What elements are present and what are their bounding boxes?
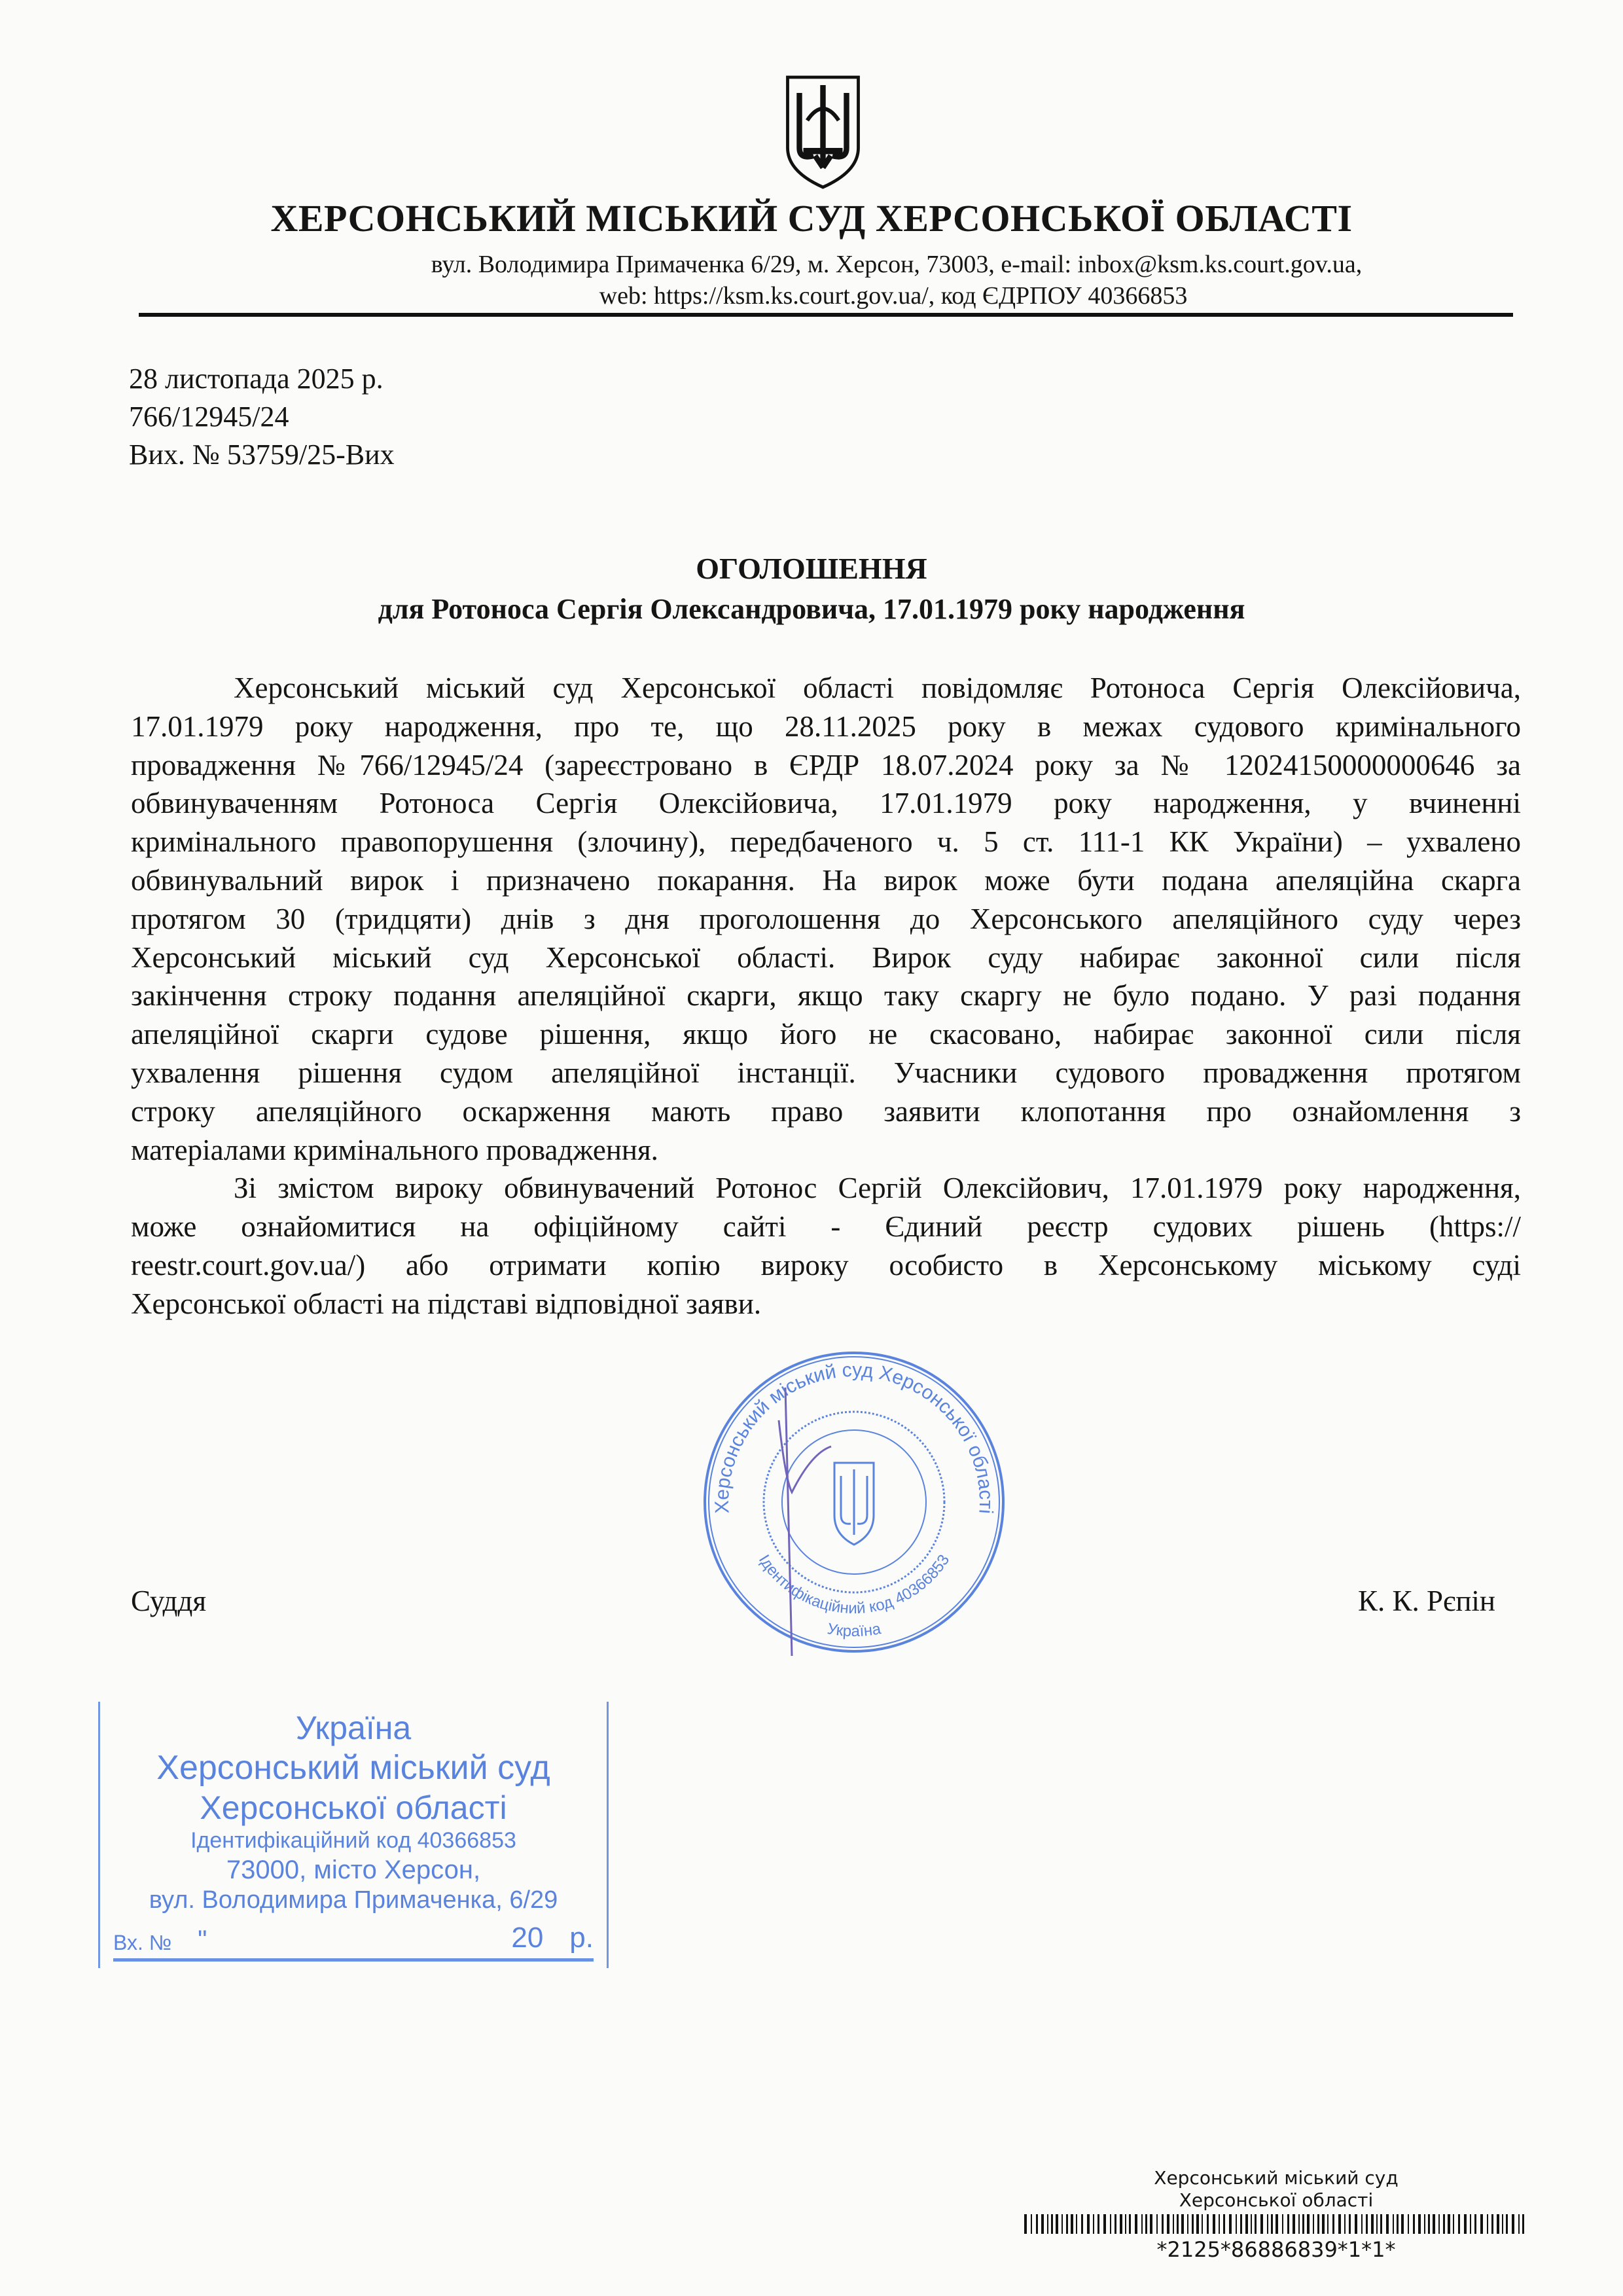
barcode-bar: [1438, 2214, 1440, 2234]
paragraph-line: кримінального правопорушення (злочину), передбаченого ч. 5 ст. 111-1 КК України) – ухвалено: [131, 825, 1521, 859]
stamp-year-suffix: р.: [569, 1921, 594, 1954]
barcode-bar: [1453, 2214, 1454, 2234]
notice-heading: ОГОЛОШЕННЯ: [696, 552, 927, 585]
barcode-bar: [1145, 2214, 1147, 2234]
barcode-bar: [1361, 2214, 1363, 2234]
barcode-bar: [1497, 2214, 1499, 2234]
barcode-bar: [1135, 2214, 1137, 2234]
signature-mark: [779, 1388, 831, 1656]
barcode-bar: [1413, 2214, 1415, 2234]
barcode-bar: [1251, 2214, 1252, 2234]
barcode-bar: [1150, 2214, 1152, 2234]
barcode-bar: [1298, 2214, 1300, 2234]
paragraph-1: [131, 669, 1521, 1169]
barcode-bar: [1307, 2214, 1310, 2234]
barcode-bar: [1245, 2214, 1248, 2234]
barcode-bar: [1081, 2214, 1083, 2234]
barcode-bar: [1355, 2214, 1357, 2234]
barcode-bar: [1031, 2214, 1032, 2234]
barcode-label-line2: Херсонської області: [1179, 2189, 1374, 2211]
barcode-bar: [1428, 2214, 1430, 2234]
outgoing-number: Вих. № 53759/25-Вих: [129, 439, 395, 471]
barcode-bar: [1338, 2214, 1341, 2234]
barcode-bar: [1167, 2214, 1169, 2234]
paragraph-line: протягом 30 (тридцяти) днів з дня проголошення до Херсонського апеляційного суду через: [131, 902, 1521, 935]
barcode-bar: [1024, 2214, 1027, 2234]
barcode-bar: [1332, 2214, 1334, 2234]
stamp-line: Україна: [295, 1710, 412, 1746]
document-date: 28 листопада 2025 р.: [129, 363, 383, 395]
court-web-and-code: web: https://ksm.ks.court.gov.ua/, код ЄДРПОУ 40366853: [599, 282, 1188, 310]
barcode-bar: [1056, 2214, 1058, 2234]
barcode-bar: [1156, 2214, 1158, 2234]
barcode-bar: [1327, 2214, 1329, 2234]
barcode-bar: [1236, 2214, 1237, 2234]
barcode-bar: [1448, 2214, 1450, 2234]
stamp-registration-row: [113, 1921, 594, 1962]
stamp-line: 73000, місто Херсон,: [226, 1856, 481, 1885]
stamp-line: Ідентифікаційний код 40366853: [190, 1828, 516, 1854]
stamp-line: вул. Володимира Примаченка, 6/29: [149, 1886, 558, 1914]
stamp-quote: ": [198, 1925, 207, 1954]
barcode-bar: [1386, 2214, 1389, 2234]
barcode-bar: [1349, 2214, 1351, 2234]
barcode-bar: [1192, 2214, 1194, 2234]
seal-country: Україна: [825, 1620, 883, 1641]
court-address: вул. Володимира Примаченка 6/29, м. Херсон, 73003, e-mail: inbox@ksm.ks.court.gov.ua,: [431, 251, 1363, 278]
barcode-bar: [1397, 2214, 1399, 2234]
seal-outer-text: Херсонський міський суд Херсонської області: [711, 1359, 997, 1515]
header-divider: [139, 313, 1513, 317]
barcode-bar: [1380, 2214, 1382, 2234]
case-number: 766/12945/24: [129, 401, 289, 433]
paragraph-line: reestr.court.gov.ua/) або отримати копію вироку особисто в Херсонському міському суді: [131, 1248, 1521, 1282]
paragraph-line: апеляційної скарги судове рішення, якщо його не скасовано, набирає законної сили після: [131, 1018, 1521, 1051]
barcode-bar: [1097, 2214, 1099, 2234]
coat-of-arms-icon: [782, 73, 864, 191]
barcode-bar: [1110, 2214, 1111, 2234]
paragraph-line: закінчення строку подання апеляційної скарги, якщо таку скаргу не було подано. У разі подання: [131, 979, 1521, 1013]
barcode-bar: [1487, 2214, 1488, 2234]
paragraph-line: провадження №766/12945/24 (зареєстровано в ЄРДР 18.07.2024 року за № 12024150000000646 за: [131, 748, 1521, 781]
barcode-bar: [1366, 2214, 1368, 2234]
barcode-bar: [1464, 2214, 1467, 2234]
barcode-bar: [1502, 2214, 1503, 2234]
court-seal: [700, 1348, 1008, 1656]
barcode-bar: [1229, 2214, 1232, 2234]
paragraph-line: Херсонський міський суд Херсонської області. Вирок суду набирає законної сили після: [131, 941, 1521, 974]
barcode-bar: [1271, 2214, 1273, 2234]
notice-body: [131, 669, 1521, 1323]
barcode-bar: [1162, 2214, 1164, 2234]
barcode-bar: [1087, 2214, 1090, 2234]
barcode-bar: [1458, 2214, 1460, 2234]
barcode-bar: [1041, 2214, 1044, 2234]
paragraph-line: матеріалами кримінального провадження.: [131, 1133, 658, 1166]
notice-subheading: для Ротоноса Сергія Олександровича, 17.01.1979 року народження: [378, 593, 1245, 625]
barcode-bar: [1512, 2214, 1514, 2234]
barcode-number: *2125*86886839*1*1*: [1156, 2237, 1396, 2262]
registration-stamp: [98, 1702, 609, 1968]
stamp-year-prefix: 20: [511, 1921, 544, 1954]
barcode-bar: [1418, 2214, 1421, 2234]
barcode-bar: [1196, 2214, 1199, 2234]
paragraph-line: може ознайомитися на офіційному сайті - Єдиний реєстр судових рішень (https://: [131, 1210, 1521, 1244]
barcode-bar: [1401, 2214, 1404, 2234]
barcode-bar: [1177, 2214, 1179, 2234]
barcode-bar: [1187, 2214, 1188, 2234]
paragraph-2: [131, 1169, 1521, 1323]
judge-role: Суддя: [131, 1585, 207, 1617]
barcode-bar: [1213, 2214, 1215, 2234]
barcode-bar: [1219, 2214, 1220, 2234]
barcode-bar: [1071, 2214, 1073, 2234]
barcode-bar: [1287, 2214, 1289, 2234]
barcode: [1024, 2214, 1528, 2234]
barcode-bar: [1066, 2214, 1068, 2234]
paragraph-line: строку апеляційного оскарження мають право заявити клопотання про ознайомлення з: [131, 1094, 1521, 1128]
barcode-bar: [1275, 2214, 1278, 2234]
stamp-line: Херсонський міський суд: [156, 1749, 550, 1787]
paragraph-line: Зі змістом вироку обвинувачений Ротонос Сергій Олексійович, 17.01.1979 року народження,: [234, 1172, 1521, 1205]
barcode-bar: [1376, 2214, 1378, 2234]
barcode-bar: [1120, 2214, 1122, 2234]
barcode-bar: [1181, 2214, 1184, 2234]
barcode-bar: [1470, 2214, 1471, 2234]
barcode-bar: [1344, 2214, 1346, 2234]
barcode-bar: [1443, 2214, 1445, 2234]
paragraph-line: Херсонської області на підставі відповідної заяви.: [131, 1287, 762, 1320]
barcode-bar: [1506, 2214, 1508, 2234]
barcode-bar: [1061, 2214, 1063, 2234]
barcode-bar: [1293, 2214, 1295, 2234]
paragraph-line: 17.01.1979 року народження, про те, що 28.11.2025 року в межах судового кримінального: [131, 709, 1521, 743]
svg-text:Україна: [826, 1620, 883, 1640]
barcode-bar: [1141, 2214, 1143, 2234]
barcode-bar: [1129, 2214, 1131, 2234]
court-name-title: ХЕРСОНСЬКИЙ МІСЬКИЙ СУД ХЕРСОНСЬКОЇ ОБЛАСТІ: [270, 197, 1353, 240]
barcode-bar: [1282, 2214, 1283, 2234]
barcode-label-line1: Херсонський міський суд: [1154, 2167, 1399, 2189]
paragraph-line: обвинуваченням Ротоноса Сергія Олексійовича, 17.01.1979 року народження, у вчиненні: [131, 787, 1521, 820]
barcode-bar: [1202, 2214, 1203, 2234]
barcode-bar: [1491, 2214, 1493, 2234]
paragraph-line: обвинувальний вирок і призначено покарання. На вирок може бути подана апеляційна скарга: [131, 863, 1521, 897]
barcode-bar: [1047, 2214, 1048, 2234]
barcode-bar: [1313, 2214, 1314, 2234]
barcode-bar: [1255, 2214, 1257, 2234]
barcode-bar: [1522, 2214, 1524, 2234]
barcode-bar: [1267, 2214, 1268, 2234]
barcode-bar: [1103, 2214, 1106, 2234]
barcode-bar: [1223, 2214, 1225, 2234]
barcode-bar: [1125, 2214, 1126, 2234]
barcode-bar: [1302, 2214, 1304, 2234]
stamp-in-number: Вх. №: [113, 1931, 172, 1955]
stamp-line: Херсонської області: [200, 1789, 507, 1827]
barcode-bar: [1480, 2214, 1483, 2234]
barcode-bar: [1393, 2214, 1394, 2234]
barcode-bar: [1518, 2214, 1520, 2234]
barcode-bar: [1115, 2214, 1116, 2234]
paragraph-line: Херсонський міський суд Херсонської області повідомляє Ротоноса Сергія Олексійовича,: [234, 672, 1521, 704]
barcode-bar: [1474, 2214, 1476, 2234]
barcode-bar: [1036, 2214, 1038, 2234]
barcode-bar: [1173, 2214, 1174, 2234]
barcode-bar: [1322, 2214, 1325, 2234]
barcode-bar: [1433, 2214, 1435, 2234]
barcode-bar: [1051, 2214, 1053, 2234]
barcode-bar: [1260, 2214, 1263, 2234]
barcode-bar: [1240, 2214, 1242, 2234]
barcode-bar: [1076, 2214, 1077, 2234]
barcode-bar: [1207, 2214, 1209, 2234]
barcode-bar: [1093, 2214, 1094, 2234]
barcode-bar: [1317, 2214, 1319, 2234]
seal-code-text: Ідентифікаційний код 40366853: [755, 1551, 954, 1618]
barcode-bar: [1408, 2214, 1409, 2234]
paragraph-line: ухвалення рішення судом апеляційної інстанції. Учасники судового провадження протягом: [131, 1056, 1521, 1089]
barcode-bar: [1424, 2214, 1425, 2234]
judge-name: К. К. Рєпін: [1357, 1585, 1495, 1617]
barcode-bar: [1371, 2214, 1374, 2234]
